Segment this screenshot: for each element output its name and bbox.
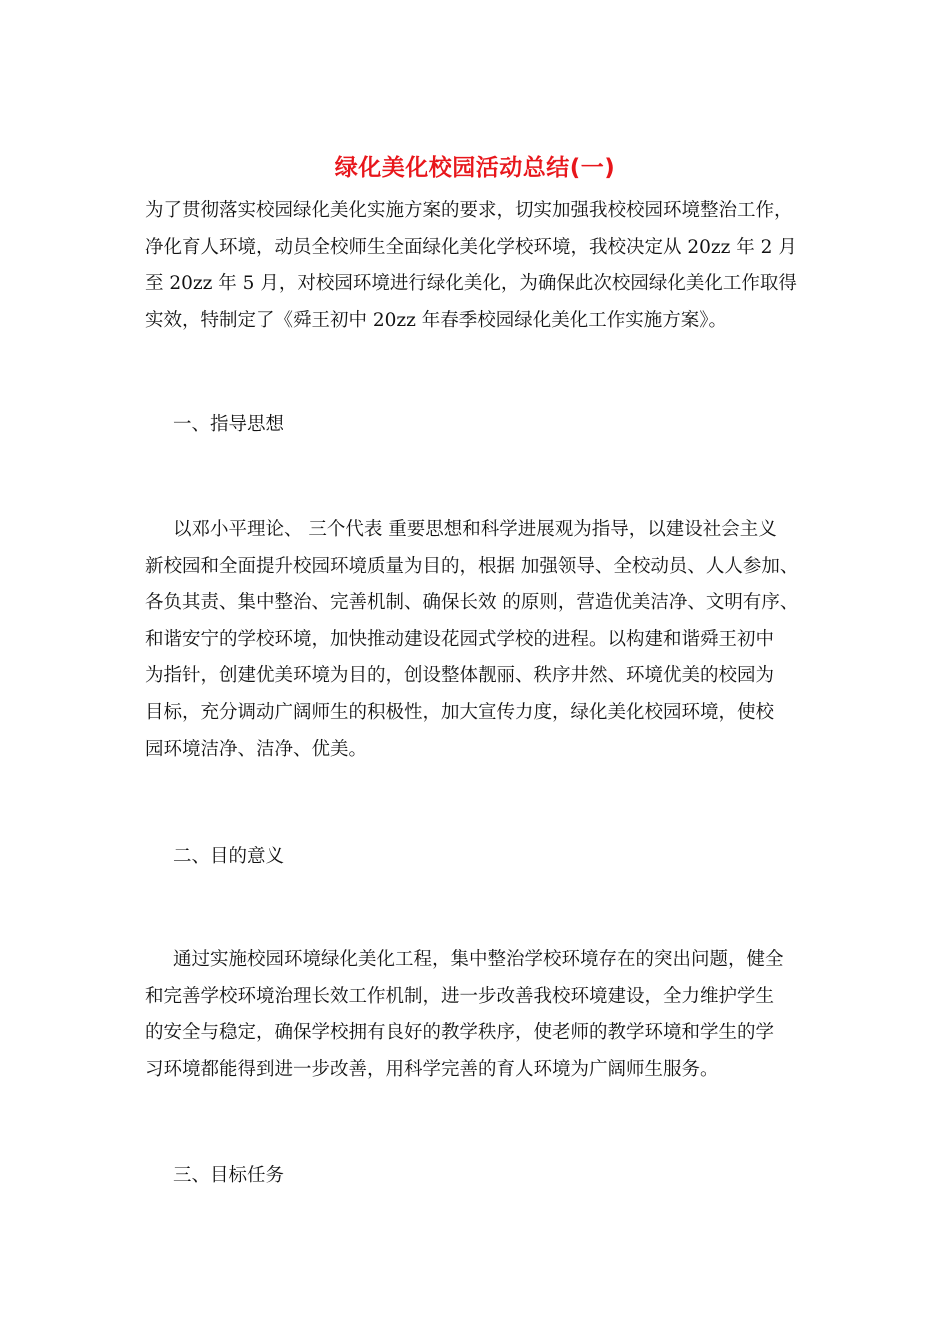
document-title: 绿化美化校园活动总结(一) [334,155,616,181]
section-1-paragraph [145,512,825,768]
section-2-line-4: 习环境都能得到进一步改善，用科学完善的育人环境为广阔师生服务。 [145,1058,719,1080]
section-1-line-2: 新校园和全面提升校园环境质量为目的，根据 加强领导、全校动员、人人参加、 [145,555,799,577]
intro-line-1: 为了贯彻落实校园绿化美化实施方案的要求，切实加强我校校园环境整治工作， [145,200,793,221]
section-heading-2: 二、目的意义 [173,846,285,867]
section-1-line-4: 和谐安宁的学校环境，加快推动建设花园式学校的进程。以构建和谐舜王初中 [145,628,775,650]
section-heading-3: 三、目标任务 [173,1165,285,1186]
section-2-line-1: 通过实施校园环境绿化美化工程，集中整治学校环境存在的突出问题，健全 [173,949,784,970]
intro-paragraph [145,193,825,339]
section-1-line-1: 以邓小平理论、 三个代表 重要思想和科学进展观为指导，以建设社会主义 [173,519,777,540]
section-2-paragraph [145,942,825,1088]
section-heading-1: 一、指导思想 [173,414,285,435]
intro-line-4: 实效，特制定了《舜王初中 20zz 年春季校园绿化美化工作实施方案》。 [145,309,728,331]
intro-line-3: 至 20zz 年 5 月，对校园环境进行绿化美化，为确保此次校园绿化美化工作取得 [145,273,797,295]
section-2-line-3: 的安全与稳定，确保学校拥有良好的教学秩序，使老师的教学环境和学生的学 [145,1022,775,1044]
section-1-line-6: 目标，充分调动广阔师生的积极性，加大宣传力度，绿化美化校园环境，使校 [145,701,775,723]
section-1-line-5: 为指针，创建优美环境为目的，创设整体靓丽、秩序井然、环境优美的校园为 [145,665,775,687]
section-1-line-7: 园环境洁净、洁净、优美。 [145,738,368,760]
section-1-line-3: 各负其责、集中整治、完善机制、确保长效 的原则，营造优美洁净、文明有序、 [145,592,799,614]
intro-line-2: 净化育人环境，动员全校师生全面绿化美化学校环境，我校决定从 20zz 年 2 月 [145,236,797,258]
section-2-line-2: 和完善学校环境治理长效工作机制，进一步改善我校环境建设，全力维护学生 [145,985,775,1007]
